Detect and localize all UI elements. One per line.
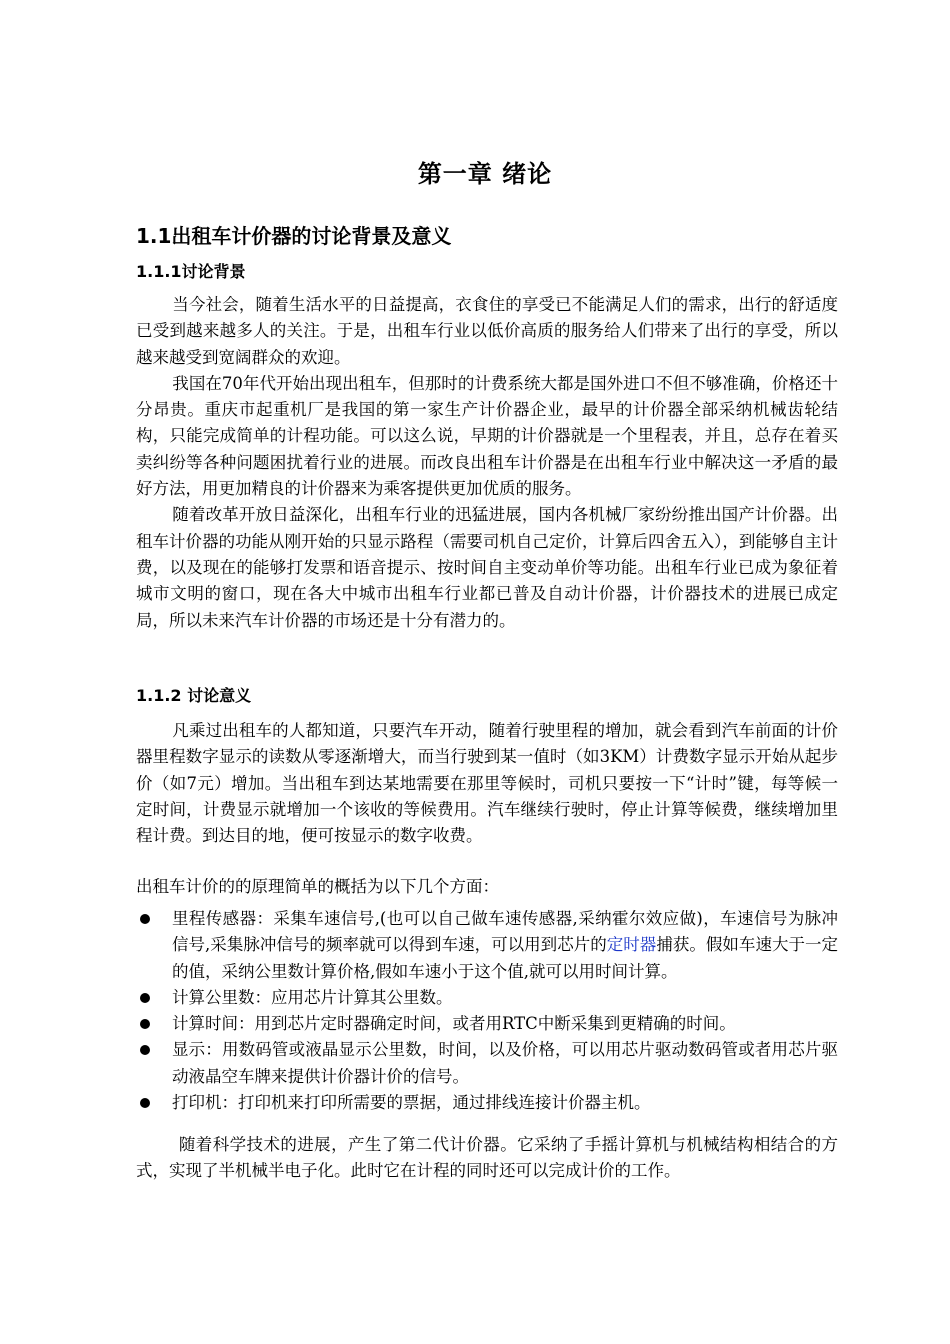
paragraph: 凡乘过出租车的人都知道，只要汽车开动，随着行驶里程的增加，就会看到汽车前面的计价器里程数字显示的读数从零逐渐增大，而当行驶到某一值时（如3KM）计费数字显示开始从起步价（如7元）增加。当出租车到达某地需要在那里等候时，司机只要按一下“计时”键，每等候一定时间，计费显示就增加一个该收的等候费用。汽车继续行驶时，停止计算等候费，继续增加里程计费。到达目的地，便可按显示的数字收费。	[136, 721, 838, 846]
timer-link[interactable]: 定时器	[606, 935, 657, 955]
principle-lead: 出租车计价的的原理简单的概括为以下几个方面：	[136, 877, 499, 896]
list-item	[136, 1037, 838, 1090]
bullet-icon	[140, 914, 150, 924]
list-item	[136, 985, 838, 1011]
list-item-text: 计算时间：用到芯片定时器确定时间，或者用RTC中断采集到更精确的时间。	[172, 1014, 736, 1034]
subsection-heading-background: 1.1.1讨论背景	[136, 262, 246, 281]
list-item-text: 计算公里数：应用芯片计算其公里数。	[172, 987, 453, 1007]
principle-list	[136, 906, 838, 1116]
list-item-text: 捕获。假如车速大于一定的值，采纳公里数计算价格,假如车速小于这个值,就可以用时间计算。	[172, 935, 839, 981]
section-heading: 1.1出租车计价器的讨论背景及意义	[136, 224, 452, 248]
bullet-icon	[140, 1098, 150, 1108]
bullet-icon	[140, 1019, 150, 1029]
background-paragraphs	[136, 292, 838, 634]
list-item	[136, 1011, 838, 1037]
paragraph: 当今社会，随着生活水平的日益提高，衣食住的享受已不能满足人们的需求，出行的舒适度已受到越来越多人的关注。于是，出租车行业以低价高质的服务给人们带来了出行的享受，所以越来越受到宽阔群众的欢迎。	[136, 295, 838, 367]
list-item	[136, 906, 838, 985]
bullet-icon	[140, 993, 150, 1003]
chapter-title: 第一章 绪论	[417, 160, 553, 188]
paragraph: 随着改革开放日益深化，出租车行业的迅猛进展，国内各机械厂家纷纷推出国产计价器。出租车计价器的功能从刚开始的只显示路程（需要司机自己定价，计算后四舍五入），到能够自主计费，以及现在的能够打发票和语音提示、按时间自主变动单价等功能。出租车行业已成为象征着城市文明的窗口，现在各大中城市出租车行业都已普及自动计价器，计价器技术的进展已成定局，所以未来汽车计价器的市场还是十分有潜力的。	[136, 505, 838, 630]
bullet-icon	[140, 1045, 150, 1055]
list-item-text: 里程传感器：采集车速信号,(也可以自己做车速传感器,采纳霍尔效应做)，车速信号为脉冲信号,采集脉冲信号的频率就可以得到车速，可以用到芯片的	[172, 909, 838, 955]
significance-paragraphs	[136, 718, 838, 849]
subsection-heading-significance: 1.1.2 讨论意义	[136, 686, 252, 705]
list-item	[136, 1090, 838, 1116]
list-item-text: 打印机：打印机来打印所需要的票据，通过排线连接计价器主机。	[172, 1093, 651, 1113]
paragraph: 我国在70年代开始出现出租车，但那时的计费系统大都是国外进口不但不够准确，价格还十分昂贵。重庆市起重机厂是我国的第一家生产计价器企业，最早的计价器全部采纳机械齿轮结构，只能完成简单的计程功能。可以这么说，早期的计价器就是一个里程表，并且，总存在着买卖纠纷等各种问题困扰着行业的进展。而改良出租车计价器是在出租车行业中解决这一矛盾的最好方法，用更加精良的计价器来为乘客提供更加优质的服务。	[136, 373, 838, 499]
list-item-text: 显示：用数码管或液晶显示公里数，时间，以及价格，可以用芯片驱动数码管或者用芯片驱动液晶空车牌来提供计价器计价的信号。	[172, 1040, 838, 1086]
closing-paragraph-block	[136, 1132, 838, 1185]
paragraph: 随着科学技术的进展，产生了第二代计价器。它采纳了手摇计算机与机械结构相结合的方式，实现了半机械半电子化。此时它在计程的同时还可以完成计价的工作。	[136, 1135, 838, 1181]
